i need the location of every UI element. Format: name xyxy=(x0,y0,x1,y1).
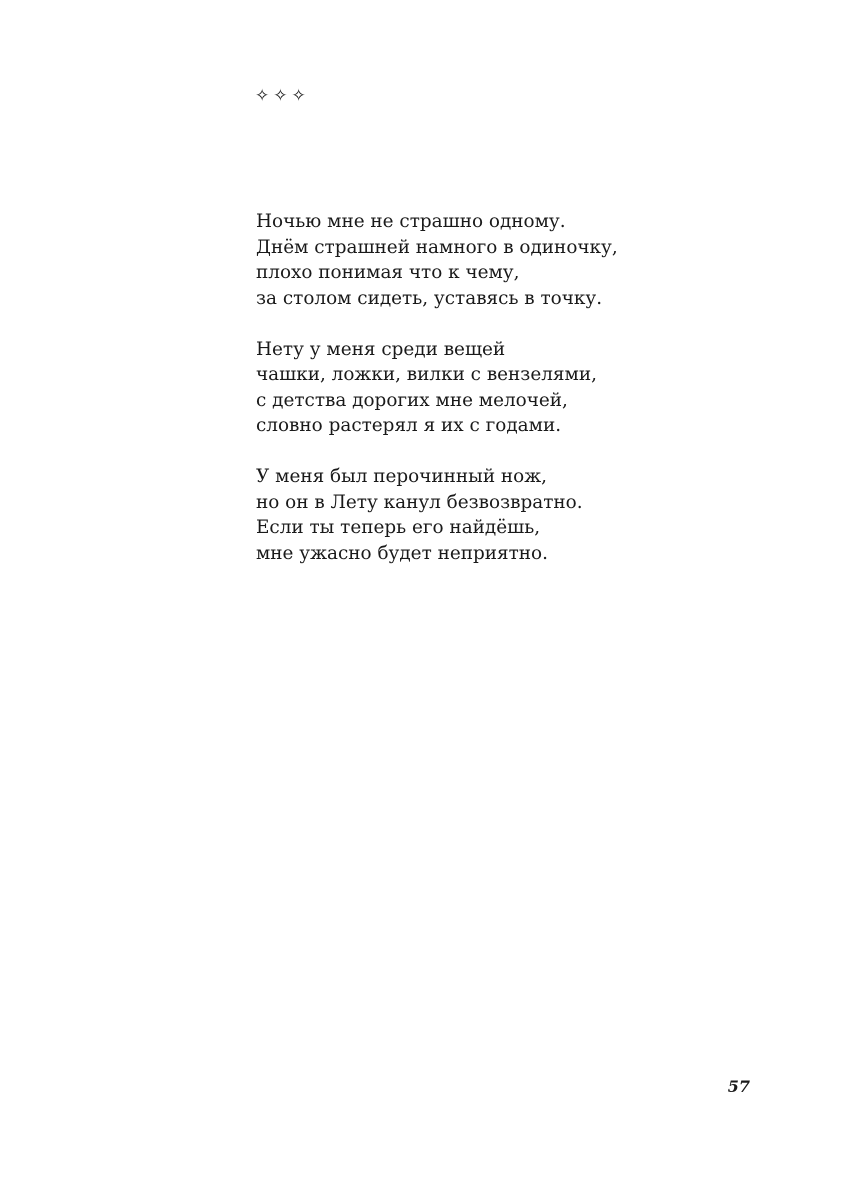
poem-line: Днём страшней намного в одиночку, xyxy=(256,236,618,258)
stanza-2 xyxy=(256,337,776,439)
section-ornament: ✧✧✧ xyxy=(255,86,310,106)
poem-line: У меня был перочинный нож, xyxy=(256,466,548,487)
poem-line: Нету у меня среди вещей xyxy=(256,338,506,360)
poem-line: мне ужасно будет неприятно. xyxy=(256,542,548,564)
page-number: 57 xyxy=(727,1077,750,1096)
poem-line: словно растерял я их с годами. xyxy=(256,415,562,436)
poem-line: с детства дорогих мне мелочей, xyxy=(256,389,568,411)
poem-line: плохо понимая что к чему, xyxy=(256,262,520,283)
poem-line: Ночью мне не страшно одному. xyxy=(256,211,566,232)
poem-line: за столом сидеть, уставясь в точку. xyxy=(256,287,603,309)
stanza-1 xyxy=(256,209,776,311)
poem-line: чашки, ложки, вилки с вензелями, xyxy=(256,364,597,385)
poem xyxy=(256,209,776,592)
poem-line: Если ты теперь его найдёшь, xyxy=(256,517,541,538)
poem-line: но он в Лету канул безвозвратно. xyxy=(256,491,583,513)
stanza-3 xyxy=(256,464,776,566)
